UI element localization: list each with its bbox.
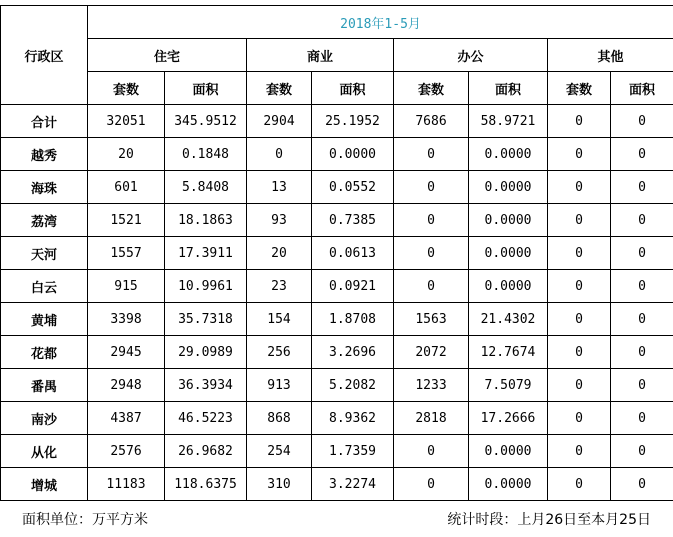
value-cell: 0.7385 bbox=[312, 204, 394, 237]
value-cell: 0 bbox=[548, 435, 611, 468]
value-cell: 36.3934 bbox=[165, 369, 247, 402]
value-cell: 0.0921 bbox=[312, 270, 394, 303]
value-cell: 26.9682 bbox=[165, 435, 247, 468]
value-cell: 0 bbox=[548, 237, 611, 270]
value-cell: 0 bbox=[611, 336, 673, 369]
value-cell: 0 bbox=[611, 369, 673, 402]
value-cell: 17.2666 bbox=[469, 402, 548, 435]
value-cell: 7.5079 bbox=[469, 369, 548, 402]
table-row bbox=[1, 336, 673, 369]
table-row bbox=[1, 402, 673, 435]
value-cell: 256 bbox=[247, 336, 312, 369]
value-cell: 0 bbox=[548, 171, 611, 204]
value-cell: 0 bbox=[394, 237, 469, 270]
value-cell: 1563 bbox=[394, 303, 469, 336]
district-header: 行政区 bbox=[1, 6, 88, 105]
value-cell: 11183 bbox=[88, 468, 165, 501]
value-cell: 0 bbox=[548, 402, 611, 435]
value-cell: 601 bbox=[88, 171, 165, 204]
value-cell: 46.5223 bbox=[165, 402, 247, 435]
value-cell: 93 bbox=[247, 204, 312, 237]
value-cell: 2576 bbox=[88, 435, 165, 468]
value-cell: 345.9512 bbox=[165, 105, 247, 138]
value-cell: 0.0000 bbox=[469, 171, 548, 204]
table-row bbox=[1, 369, 673, 402]
value-cell: 8.9362 bbox=[312, 402, 394, 435]
value-cell: 10.9961 bbox=[165, 270, 247, 303]
value-cell: 118.6375 bbox=[165, 468, 247, 501]
value-cell: 310 bbox=[247, 468, 312, 501]
value-cell: 5.2082 bbox=[312, 369, 394, 402]
district-name-cell: 花都 bbox=[1, 336, 88, 369]
district-name-cell: 天河 bbox=[1, 237, 88, 270]
value-cell: 0.0000 bbox=[469, 204, 548, 237]
sub-header-area: 面积 bbox=[611, 72, 673, 105]
value-cell: 29.0989 bbox=[165, 336, 247, 369]
value-cell: 1.7359 bbox=[312, 435, 394, 468]
value-cell: 35.7318 bbox=[165, 303, 247, 336]
value-cell: 913 bbox=[247, 369, 312, 402]
value-cell: 20 bbox=[88, 138, 165, 171]
table-row bbox=[1, 237, 673, 270]
sub-header-area: 面积 bbox=[469, 72, 548, 105]
value-cell: 0 bbox=[548, 336, 611, 369]
value-cell: 0.0000 bbox=[312, 138, 394, 171]
value-cell: 0.0000 bbox=[469, 468, 548, 501]
value-cell: 0 bbox=[611, 270, 673, 303]
district-name-cell: 增城 bbox=[1, 468, 88, 501]
district-name-cell: 合计 bbox=[1, 105, 88, 138]
period-note: 统计时段：上月26日至本月25日 bbox=[447, 512, 651, 528]
table-row bbox=[1, 303, 673, 336]
value-cell: 1557 bbox=[88, 237, 165, 270]
value-cell: 0 bbox=[394, 204, 469, 237]
table-row bbox=[1, 171, 673, 204]
value-cell: 20 bbox=[247, 237, 312, 270]
value-cell: 0 bbox=[548, 468, 611, 501]
table-row bbox=[1, 270, 673, 303]
sub-header-row bbox=[1, 72, 673, 105]
value-cell: 0 bbox=[611, 468, 673, 501]
category-header-commercial: 商业 bbox=[247, 39, 394, 72]
district-name-cell: 从化 bbox=[1, 435, 88, 468]
district-name-cell: 番禺 bbox=[1, 369, 88, 402]
value-cell: 0 bbox=[394, 138, 469, 171]
value-cell: 868 bbox=[247, 402, 312, 435]
value-cell: 0 bbox=[611, 237, 673, 270]
value-cell: 0 bbox=[394, 435, 469, 468]
value-cell: 32051 bbox=[88, 105, 165, 138]
value-cell: 0 bbox=[611, 138, 673, 171]
value-cell: 2904 bbox=[247, 105, 312, 138]
value-cell: 0 bbox=[548, 138, 611, 171]
district-name-cell: 海珠 bbox=[1, 171, 88, 204]
value-cell: 0 bbox=[394, 270, 469, 303]
value-cell: 0 bbox=[611, 105, 673, 138]
value-cell: 2945 bbox=[88, 336, 165, 369]
value-cell: 0.0000 bbox=[469, 138, 548, 171]
category-header-office: 办公 bbox=[394, 39, 548, 72]
table-row bbox=[1, 204, 673, 237]
value-cell: 3.2696 bbox=[312, 336, 394, 369]
value-cell: 0 bbox=[394, 171, 469, 204]
value-cell: 0.0000 bbox=[469, 435, 548, 468]
district-name-cell: 越秀 bbox=[1, 138, 88, 171]
value-cell: 0 bbox=[611, 171, 673, 204]
value-cell: 0 bbox=[548, 369, 611, 402]
value-cell: 3.2274 bbox=[312, 468, 394, 501]
unit-note: 面积单位：万平方米 bbox=[22, 512, 148, 528]
sales-table bbox=[0, 5, 673, 501]
category-header-row bbox=[1, 39, 673, 72]
value-cell: 58.9721 bbox=[469, 105, 548, 138]
sub-header-units: 套数 bbox=[548, 72, 611, 105]
sub-header-units: 套数 bbox=[394, 72, 469, 105]
value-cell: 23 bbox=[247, 270, 312, 303]
value-cell: 0 bbox=[548, 204, 611, 237]
district-name-cell: 荔湾 bbox=[1, 204, 88, 237]
sub-header-area: 面积 bbox=[312, 72, 394, 105]
value-cell: 0 bbox=[548, 270, 611, 303]
sub-header-area: 面积 bbox=[165, 72, 247, 105]
value-cell: 3398 bbox=[88, 303, 165, 336]
value-cell: 21.4302 bbox=[469, 303, 548, 336]
table-row bbox=[1, 105, 673, 138]
value-cell: 1.8708 bbox=[312, 303, 394, 336]
value-cell: 0 bbox=[247, 138, 312, 171]
value-cell: 18.1863 bbox=[165, 204, 247, 237]
value-cell: 0.1848 bbox=[165, 138, 247, 171]
value-cell: 0.0552 bbox=[312, 171, 394, 204]
value-cell: 0.0613 bbox=[312, 237, 394, 270]
value-cell: 1521 bbox=[88, 204, 165, 237]
value-cell: 0.0000 bbox=[469, 270, 548, 303]
sub-header-units: 套数 bbox=[247, 72, 312, 105]
value-cell: 0 bbox=[611, 204, 673, 237]
category-header-other: 其他 bbox=[548, 39, 673, 72]
value-cell: 0 bbox=[611, 435, 673, 468]
table-row bbox=[1, 435, 673, 468]
table-body bbox=[1, 105, 673, 501]
value-cell: 2818 bbox=[394, 402, 469, 435]
value-cell: 0 bbox=[394, 468, 469, 501]
table-title: 2018年1-5月 bbox=[88, 6, 673, 39]
value-cell: 17.3911 bbox=[165, 237, 247, 270]
district-name-cell: 南沙 bbox=[1, 402, 88, 435]
value-cell: 7686 bbox=[394, 105, 469, 138]
value-cell: 254 bbox=[247, 435, 312, 468]
value-cell: 154 bbox=[247, 303, 312, 336]
table-row bbox=[1, 138, 673, 171]
value-cell: 915 bbox=[88, 270, 165, 303]
value-cell: 1233 bbox=[394, 369, 469, 402]
value-cell: 25.1952 bbox=[312, 105, 394, 138]
value-cell: 0 bbox=[548, 105, 611, 138]
value-cell: 2948 bbox=[88, 369, 165, 402]
footer bbox=[0, 502, 673, 534]
value-cell: 12.7674 bbox=[469, 336, 548, 369]
value-cell: 2072 bbox=[394, 336, 469, 369]
value-cell: 0 bbox=[548, 303, 611, 336]
district-name-cell: 白云 bbox=[1, 270, 88, 303]
value-cell: 0 bbox=[611, 303, 673, 336]
table-row bbox=[1, 468, 673, 501]
value-cell: 4387 bbox=[88, 402, 165, 435]
district-name-cell: 黄埔 bbox=[1, 303, 88, 336]
sub-header-units: 套数 bbox=[88, 72, 165, 105]
value-cell: 13 bbox=[247, 171, 312, 204]
value-cell: 0.0000 bbox=[469, 237, 548, 270]
category-header-residential: 住宅 bbox=[88, 39, 247, 72]
value-cell: 0 bbox=[611, 402, 673, 435]
value-cell: 5.8408 bbox=[165, 171, 247, 204]
